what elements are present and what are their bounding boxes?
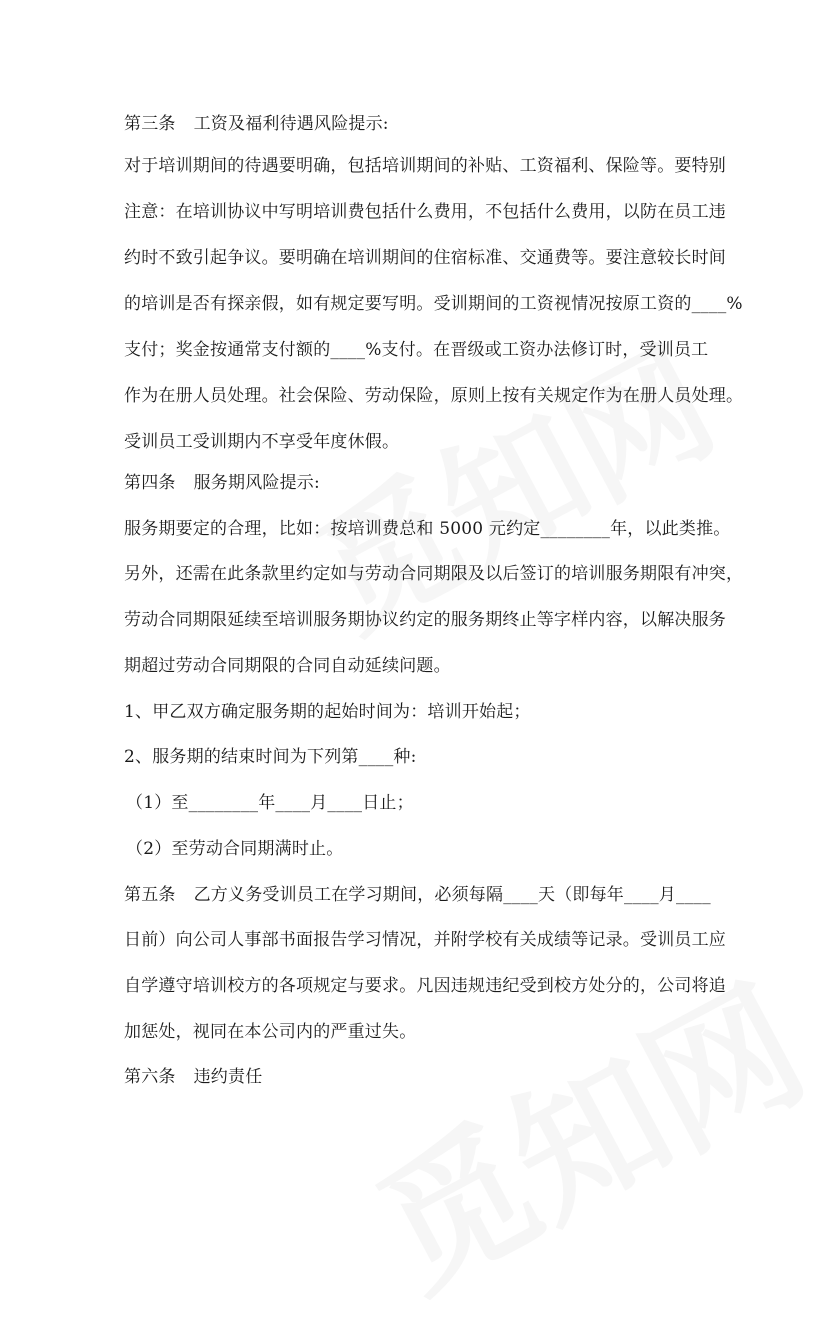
article-title: 违约责任 <box>193 1067 263 1087</box>
paragraph-line: 期超过劳动合同期限的合同自动延续问题。 <box>124 656 451 676</box>
paragraph-line: 支付；奖金按通常支付额的____%支付。在晋级或工资办法修订时，受训员工 <box>124 340 709 360</box>
paragraph-line: 约时不致引起争议。要明确在培训期间的住宿标准、交通费等。要注意较长时间 <box>124 248 726 268</box>
paragraph-line: 服务期要定的合理，比如：按培训费总和 5000 元约定________年，以此类推。 <box>124 519 731 539</box>
article-number: 第四条 <box>124 473 176 493</box>
list-item: 2、服务期的结束时间为下列第____种: <box>124 747 417 767</box>
paragraph-line: 自学遵守培训校方的各项规定与要求。凡因违规违纪受到校方处分的，公司将追 <box>124 976 726 996</box>
article-number: 第六条 <box>124 1067 176 1087</box>
paragraph-line: 另外，还需在此条款里约定如与劳动合同期限及以后签订的培训服务期限有冲突， <box>124 564 744 584</box>
article-number: 第三条 <box>124 114 176 134</box>
paragraph-line: 日前）向公司人事部书面报告学习情况，并附学校有关成绩等记录。受训员工应 <box>124 930 726 950</box>
article-number: 第五条 <box>124 885 176 905</box>
paragraph-line: 的培训是否有探亲假，如有规定要写明。受训期间的工资视情况按原工资的____% <box>124 294 743 314</box>
article-title: 工资及福利待遇风险提示: <box>193 114 389 134</box>
article-3-heading <box>124 113 389 135</box>
paragraph-line: 对于培训期间的待遇要明确，包括培训期间的补贴、工资福利、保险等。要特别 <box>124 156 726 176</box>
article-title: 服务期风险提示: <box>193 473 320 493</box>
paragraph-line: 加惩处，视同在本公司内的严重过失。 <box>124 1022 417 1042</box>
paragraph-line: 注意：在培训协议中写明培训费包括什么费用，不包括什么费用，以防在员工违 <box>124 202 726 222</box>
sub-list-item: （1）至________年____月____日止； <box>126 793 414 813</box>
sub-list-item: （2）至劳动合同期满时止。 <box>126 839 344 859</box>
article-6-heading <box>124 1066 262 1088</box>
paragraph-line: 作为在册人员处理。社会保险、劳动保险，原则上按有关规定作为在册人员处理。 <box>124 386 744 406</box>
article-4-heading <box>124 472 320 494</box>
article-body: 乙方义务受训员工在学习期间，必须每隔____天（即每年____月____ <box>193 885 711 905</box>
paragraph-line: 受训员工受训期内不享受年度休假。 <box>124 432 400 452</box>
paragraph-line: 劳动合同期限延续至培训服务期协议约定的服务期终止等字样内容，以解决服务 <box>124 610 726 630</box>
list-item: 1、甲乙双方确定服务期的起始时间为：培训开始起； <box>124 702 531 722</box>
article-5-heading <box>124 884 711 906</box>
